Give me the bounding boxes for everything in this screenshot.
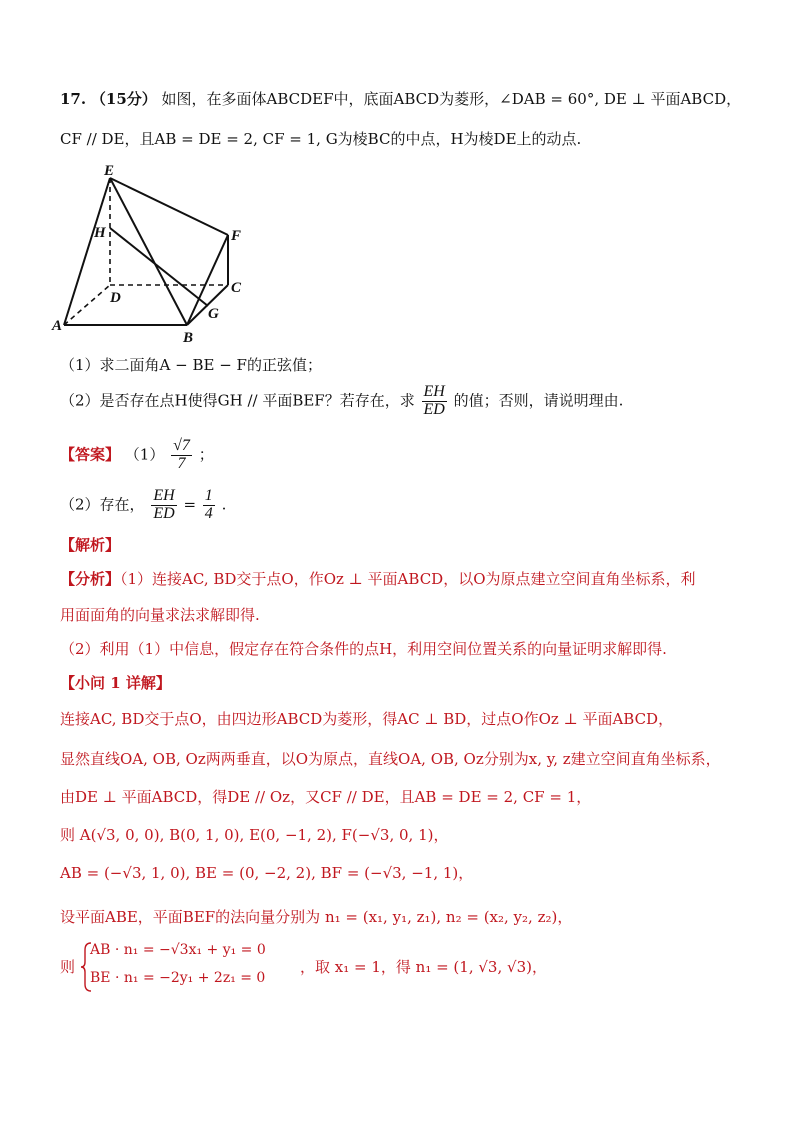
fraction-one-fourth: $\frac{1}{4}$ [204,487,213,522]
edge-EF [110,178,228,235]
label-F: F [231,228,242,244]
detail-line-3: 由DE ⊥ 平面ABCD，得DE // Oz，又CF // DE，且AB = DE = 2, CF = 1， [60,788,592,806]
detail-line-7-post: ，取 x₁ = 1，得 n₁ = (1, √3, √3)， [300,958,547,976]
detail-line-5: AB = (−√3, 1, 0), BE = (0, −2, 2), BF = (−√3, −1, 1)， [60,864,474,882]
analysis-line-1: 【分析】（1）连接AC, BD交于点O，作Oz ⊥ 平面ABCD，以O为原点建立空间直角坐标系，利 [60,570,696,588]
answer-2: （2）存在， $\frac{EH}{ED}$ = $\frac{1}{4}$ . [60,487,227,522]
fraction-eh-ed: $\frac{EH}{ED}$ [423,383,445,418]
edge-HG [110,228,208,306]
analysis-line-3: （2）利用（1）中信息，假定存在符合条件的点H，利用空间位置关系的向量证明求解即得. [60,640,667,658]
detail-line-1: 连接AC, BD交于点O，由四边形ABCD为菱形，得AC ⊥ BD，过点O作Oz ⊥ 平面ABCD， [60,710,674,728]
detail-line-7-pre: 则 [60,958,76,976]
system-eq-1: AB · n₁ = −√3x₁ + y₁ = 0 [90,942,266,958]
analysis-tag: 【解析】 [60,536,121,554]
polyhedron-figure [50,160,260,350]
analysis-line-2: 用面面角的向量求法求解即得. [60,606,260,624]
question-2: （2）是否存在点H使得GH // 平面BEF？若存在，求 $\frac{EH}{ED}$ 的值；否则，请说明理由. [60,383,624,418]
detail-line-6: 设平面ABE，平面BEF的法向量分别为 n₁ = (x₁, y₁, z₁), n₂ = (x₂, y₂, z₂)， [60,908,573,926]
detail-line-4: 则 A(√3, 0, 0), B(0, 1, 0), E(0, −1, 2), F(−√3, 0, 1)， [60,826,449,844]
label-G: G [208,306,219,322]
fraction-eh-ed-answer: $\frac{EH}{ED}$ [153,487,175,522]
system-eq-2: BE · n₁ = −2y₁ + 2z₁ = 0 [90,970,266,986]
label-H: H [94,225,106,241]
fraction-answer-1: $\frac{√7}{7}$ [173,437,190,472]
label-B: B [183,330,194,346]
edge-EB [110,178,187,325]
problem-score: （15分） [90,90,157,108]
problem-line-1 [60,88,741,109]
question-1: （1）求二面角A − BE − F的正弦值； [60,356,322,374]
label-E: E [104,163,115,179]
problem-line-2: CF // DE，且AB = DE = 2, CF = 1, G为棱BC的中点，H为棱DE上的动点. [60,130,582,148]
answer-1: 【答案】 （1） $\frac{√7}{7}$ ； [60,437,214,472]
label-D: D [110,290,121,306]
problem-number: 17. [60,90,87,108]
label-C: C [231,280,242,296]
label-A: A [52,318,63,334]
problem-text-1: 如图，在多面体ABCDEF中，底面ABCD为菱形，∠DAB = 60°, DE ⊥ 平面ABCD， [161,90,742,108]
edge-EA [64,178,110,325]
detail-line-2: 显然直线OA, OB, Oz两两垂直，以O为原点，直线OA, OB, Oz分别为x, y, z建立空间直角坐标系， [60,750,721,768]
answer-tag: 【答案】 [60,445,121,464]
detail-tag: 【小问 1 详解】 [60,674,171,692]
